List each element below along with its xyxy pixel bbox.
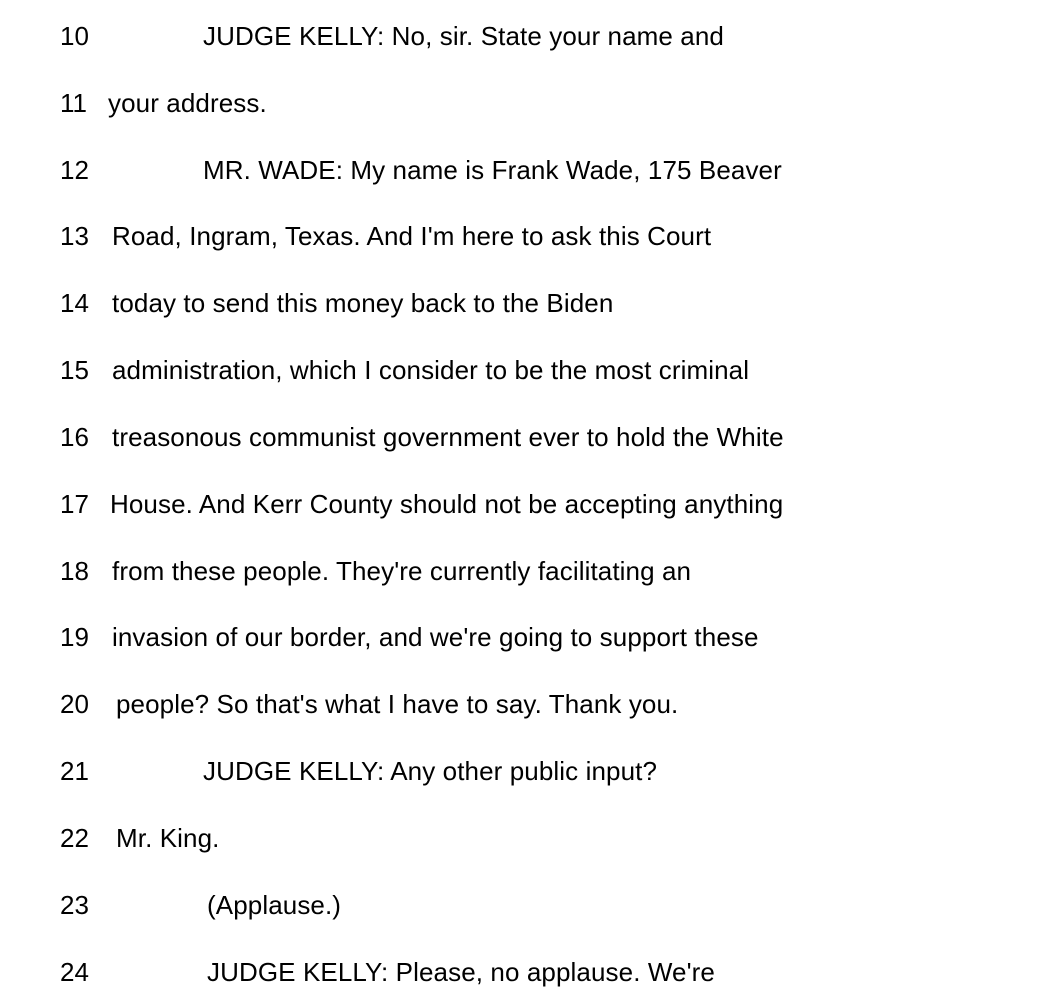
- transcript-line-13: [0, 216, 1037, 256]
- line-number: 20: [60, 689, 89, 719]
- line-number: 19: [60, 622, 89, 652]
- line-text: (Applause.): [207, 890, 342, 920]
- line-text: House. And Kerr County should not be accepting anything: [110, 489, 784, 519]
- line-number: 13: [60, 221, 89, 251]
- line-text: invasion of our border, and we're going to support these: [112, 622, 759, 652]
- transcript-line-24: [0, 952, 1037, 992]
- transcript-line-19: [0, 617, 1037, 657]
- line-text: administration, which I consider to be the most criminal: [112, 355, 750, 385]
- transcript-line-18: [0, 551, 1037, 591]
- transcript-line-10: [0, 16, 1037, 56]
- line-number: 12: [60, 155, 89, 185]
- transcript-line-17: [0, 484, 1037, 524]
- line-text: today to send this money back to the Biden: [112, 288, 614, 318]
- line-number: 17: [60, 489, 89, 519]
- line-text: JUDGE KELLY: No, sir. State your name and: [203, 21, 724, 51]
- transcript-line-12: [0, 150, 1037, 190]
- line-number: 10: [60, 21, 89, 51]
- transcript-line-20: [0, 684, 1037, 724]
- line-number: 24: [60, 957, 89, 987]
- transcript-line-14: [0, 283, 1037, 323]
- line-number: 22: [60, 823, 89, 853]
- transcript-line-15: [0, 350, 1037, 390]
- line-text: from these people. They're currently facilitating an: [112, 556, 692, 586]
- transcript-line-21: [0, 751, 1037, 791]
- line-number: 16: [60, 422, 89, 452]
- line-text: JUDGE KELLY: Any other public input?: [203, 756, 658, 786]
- line-number: 15: [60, 355, 89, 385]
- line-text: MR. WADE: My name is Frank Wade, 175 Beaver: [203, 155, 782, 185]
- line-text: people? So that's what I have to say. Thank you.: [116, 689, 679, 719]
- line-number: 11: [60, 88, 87, 118]
- line-text: Mr. King.: [116, 823, 220, 853]
- line-number: 21: [60, 756, 89, 786]
- transcript-line-11: [0, 83, 1037, 123]
- line-number: 14: [60, 288, 89, 318]
- line-number: 23: [60, 890, 89, 920]
- line-text: Road, Ingram, Texas. And I'm here to ask this Court: [112, 221, 712, 251]
- transcript-line-16: [0, 417, 1037, 457]
- line-text: treasonous communist government ever to hold the White: [112, 422, 784, 452]
- transcript-line-22: [0, 818, 1037, 858]
- line-text: JUDGE KELLY: Please, no applause. We're: [207, 957, 715, 987]
- line-text: your address.: [108, 88, 267, 118]
- transcript-line-23: [0, 885, 1037, 925]
- line-number: 18: [60, 556, 89, 586]
